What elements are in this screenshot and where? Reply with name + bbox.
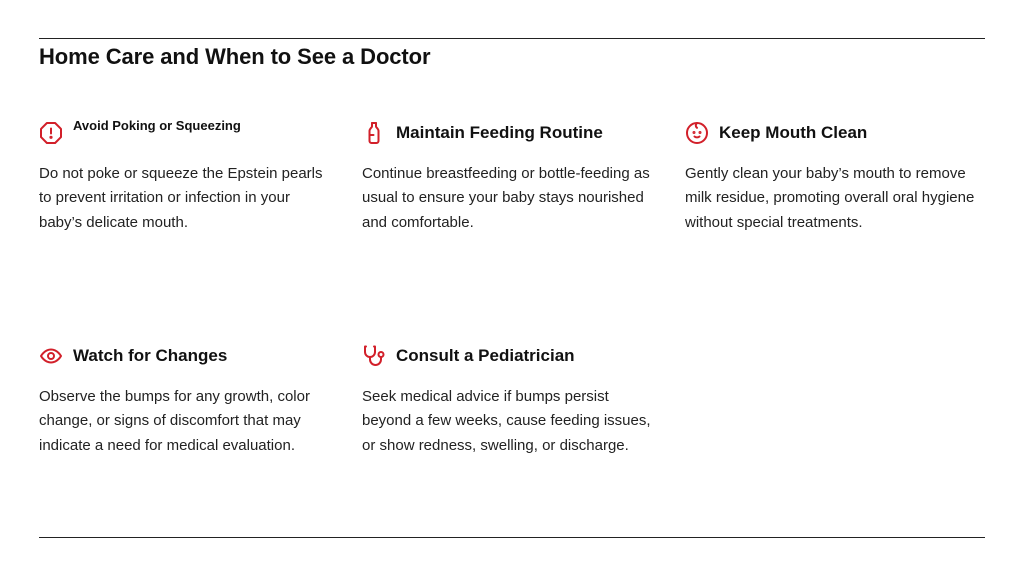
card-header (362, 120, 662, 146)
stethoscope-icon (362, 344, 386, 368)
card-header (39, 343, 339, 369)
card-mouth-clean (685, 120, 985, 235)
card-consult-pediatrician (362, 343, 662, 458)
card-watch-changes (39, 343, 339, 458)
top-divider (39, 38, 985, 39)
card-text: Continue breastfeeding or bottle-feeding as usual to ensure your baby stays nourished and comfortable. (362, 165, 650, 231)
card-text: Do not poke or squeeze the Epstein pearls to prevent irritation or infection in your baby’s delicate mouth. (39, 165, 323, 231)
card-text: Seek medical advice if bumps persist beyond a few weeks, cause feeding issues, or show redness, swelling, or discharge. (362, 388, 651, 454)
card-header (362, 343, 662, 369)
bottom-divider (39, 537, 985, 538)
octagon-alert-icon (39, 121, 63, 145)
eye-icon (39, 344, 63, 368)
card-feeding-routine (362, 120, 662, 235)
baby-face-icon (685, 121, 709, 145)
card-header (39, 120, 339, 146)
card-heading: Keep Mouth Clean (719, 123, 868, 142)
card-header (685, 120, 985, 146)
page-title: Home Care and When to See a Doctor (39, 44, 431, 69)
card-text: Gently clean your baby’s mouth to remove milk residue, promoting overall oral hygiene without special treatments. (685, 165, 975, 231)
card-text: Observe the bumps for any growth, color change, or signs of discomfort that may indicate a need for medical evaluation. (39, 388, 310, 454)
card-heading: Watch for Changes (73, 346, 228, 365)
card-heading: Consult a Pediatrician (396, 346, 575, 365)
card-avoid-poking (39, 120, 339, 235)
card-heading: Avoid Poking or Squeezing (73, 118, 241, 133)
baby-bottle-icon (362, 121, 386, 145)
card-heading: Maintain Feeding Routine (396, 123, 603, 142)
